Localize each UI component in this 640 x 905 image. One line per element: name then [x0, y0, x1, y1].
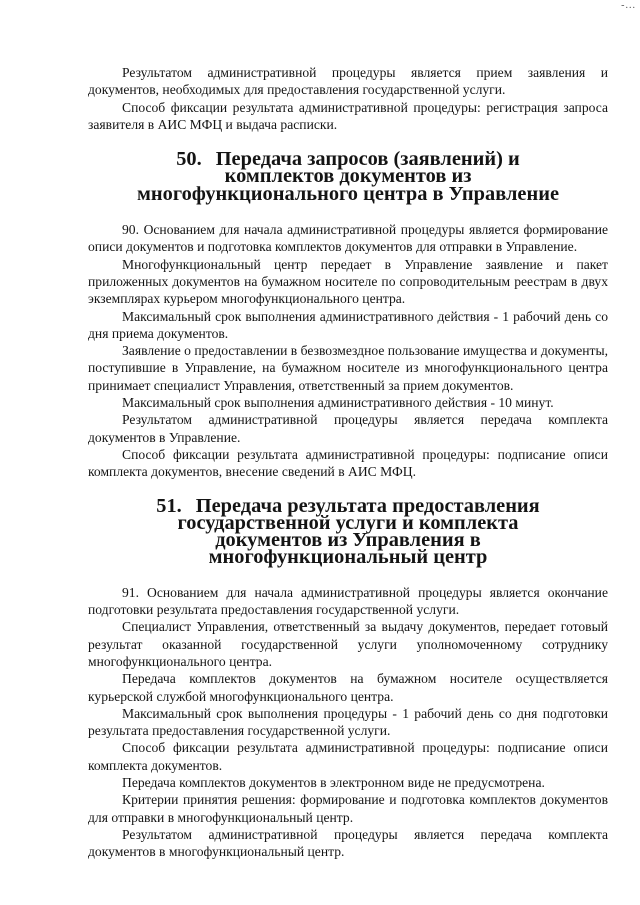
corner-mark: -... [621, 0, 636, 11]
spacer [88, 567, 608, 584]
section-50-paragraph: 90. Основанием для начала административной процедуры является формирование описи документов и подготовка комплектов документов для отправки в Управление. [88, 222, 608, 255]
section-51-paragraph: Специалист Управления, ответственный за выдачу документов, передает готовый результат оказанной государственной услуги уполномоченному сотруднику многофункционального центра. [88, 619, 608, 669]
section-51-paragraph: Максимальный срок выполнения процедуры - 1 рабочий день со дня подготовки результата предоставления государственной услуги. [88, 705, 608, 739]
section-51-paragraph: Критерии принятия решения: формирование и подготовка комплектов документов для отправки в многофункциональный центр. [88, 792, 608, 825]
section-50-paragraph: Максимальный срок выполнения административного действия - 1 рабочий день со дня приема документов. [88, 308, 608, 341]
section-51-paragraph: Передача комплектов документов в электронном виде не предусмотрена. [122, 774, 545, 790]
paragraph-result-intake: Результатом административной процедуры является прием заявления и документов, необходимых для предоставления государственной услуги. [88, 65, 608, 98]
section-51-number: 51. [156, 494, 182, 517]
document-page [88, 64, 608, 860]
spacer [88, 203, 608, 221]
section-50-paragraph: Результатом административной процедуры является передача комплекта документов в Управление. [88, 412, 608, 445]
section-50-paragraph: Способ фиксации результата административной процедуры: подписание описи комплекта документов, внесение сведений в АИС МФЦ. [88, 446, 608, 480]
paragraph-fixation-registration: Способ фиксации результата административной процедуры: регистрация запроса заявителя в АИС МФЦ и выдача расписки. [88, 99, 608, 132]
section-51-title: Передача результата предоставления государственной услуги и комплекта документов из Управления в многофункциональный центр [177, 494, 540, 569]
section-51-paragraph: Способ фиксации результата административной процедуры: подписание описи комплекта документов. [88, 740, 608, 773]
section-50-paragraph: Многофункциональный центр передает в Управление заявление и пакет приложенных документов на бумажном носителе по сопроводительным реестрам в двух экземплярах курьером многофункционального центра. [88, 256, 608, 307]
section-51-paragraph: 91. Основанием для начала административной процедуры является окончание подготовки результата предоставления государственной услуги. [88, 584, 608, 618]
section-50-number: 50. [176, 148, 202, 171]
section-51-paragraph: Результатом административной процедуры является передача комплекта документов в многофункциональный центр. [88, 826, 608, 860]
section-51-heading [88, 494, 608, 569]
section-50-paragraph: Заявление о предоставлении в безвозмездное пользование имущества и документы, поступившие в Управление, на бумажном носителе из многофункционального центра принимает специалист Управления, ответственный за прием документов. [88, 343, 608, 393]
section-50-title: Передача запросов (заявлений) и комплектов документов из многофункционального центра в Управление [136, 148, 559, 205]
section-51-paragraph: Передача комплектов документов на бумажном носителе осуществляется курьерской службой многофункционального центра. [88, 671, 608, 704]
section-50-heading [88, 148, 608, 205]
section-50-paragraph: Максимальный срок выполнения административного действия - 10 минут. [122, 395, 554, 411]
